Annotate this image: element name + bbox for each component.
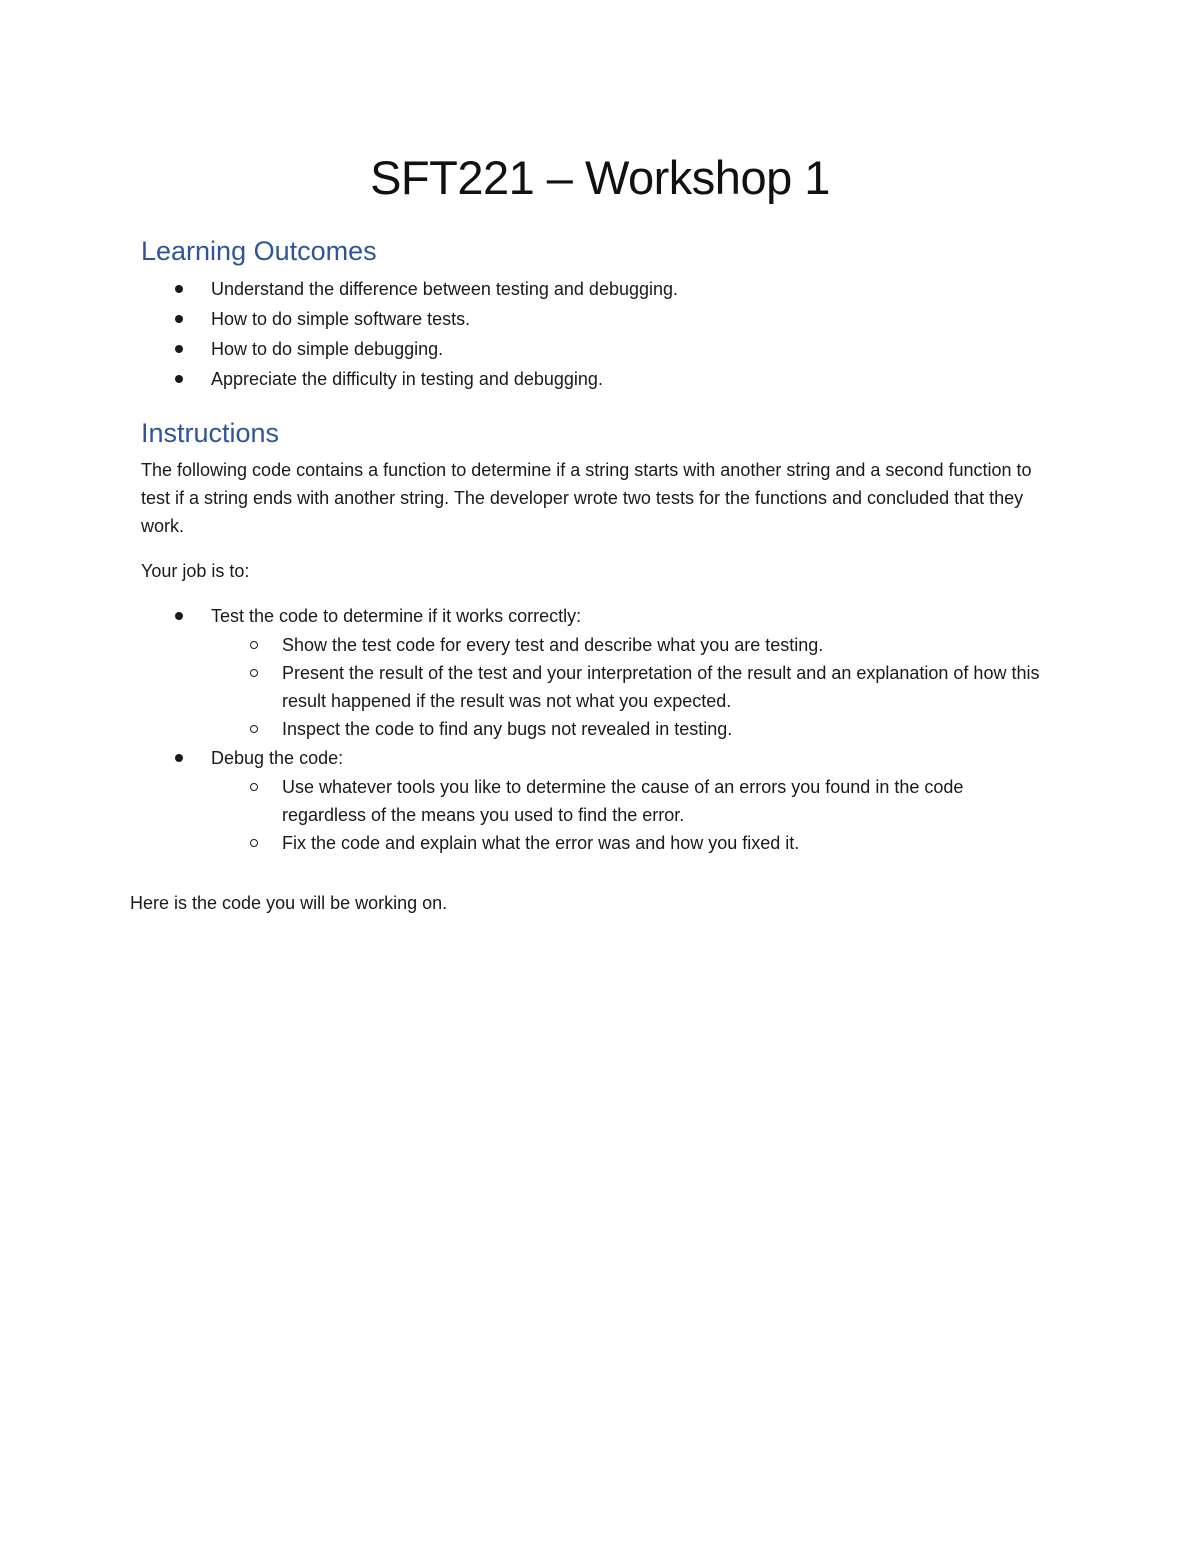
bullet-icon xyxy=(175,345,183,353)
task-list xyxy=(141,601,1047,857)
hollow-bullet-icon xyxy=(250,669,258,677)
closing-paragraph: Here is the code you will be working on. xyxy=(130,893,448,913)
subtask-item xyxy=(211,773,1047,829)
task-item-test xyxy=(141,601,1047,743)
instructions-heading: Instructions xyxy=(141,418,280,448)
subtask-text: Use whatever tools you like to determine the cause of an errors you found in the code regardless of the means you used to find the error. xyxy=(282,777,964,825)
learning-outcomes-heading: Learning Outcomes xyxy=(141,236,377,266)
subtask-item xyxy=(211,659,1047,715)
document-title: SFT221 – Workshop 1 xyxy=(370,151,830,204)
task-label: Debug the code: xyxy=(211,748,344,768)
hollow-bullet-icon xyxy=(250,839,258,847)
subtask-list xyxy=(211,773,1047,857)
list-item xyxy=(141,304,678,334)
subtask-text: Show the test code for every test and describe what you are testing. xyxy=(282,635,824,655)
bullet-icon xyxy=(175,375,183,383)
bullet-icon xyxy=(175,754,183,762)
learning-outcomes-list xyxy=(141,274,678,394)
subtask-item xyxy=(211,829,1047,857)
hollow-bullet-icon xyxy=(250,725,258,733)
list-item-text: How to do simple software tests. xyxy=(211,309,471,329)
subtask-item xyxy=(211,715,1047,743)
subtask-list xyxy=(211,631,1047,743)
list-item xyxy=(141,274,678,304)
hollow-bullet-icon xyxy=(250,641,258,649)
task-item-debug xyxy=(141,743,1047,857)
instructions-intro-paragraph: The following code contains a function to determine if a string starts with another string and a second function to test if a string ends with another string. The developer wrote two tests for the functions and concluded that they work. xyxy=(141,460,1032,536)
subtask-text: Present the result of the test and your interpretation of the result and an explanation of how this result happened if the result was not what you expected. xyxy=(282,663,1040,711)
list-item-text: Appreciate the difficulty in testing and debugging. xyxy=(211,369,603,389)
list-item xyxy=(141,364,678,394)
task-label: Test the code to determine if it works correctly: xyxy=(211,606,582,626)
subtask-text: Inspect the code to find any bugs not revealed in testing. xyxy=(282,719,733,739)
list-item-text: Understand the difference between testing and debugging. xyxy=(211,279,679,299)
hollow-bullet-icon xyxy=(250,783,258,791)
bullet-icon xyxy=(175,612,183,620)
list-item-text: How to do simple debugging. xyxy=(211,339,444,359)
list-item xyxy=(141,334,678,364)
bullet-icon xyxy=(175,315,183,323)
bullet-icon xyxy=(175,285,183,293)
job-label: Your job is to: xyxy=(141,561,250,581)
subtask-text: Fix the code and explain what the error was and how you fixed it. xyxy=(282,833,800,853)
subtask-item xyxy=(211,631,1047,659)
